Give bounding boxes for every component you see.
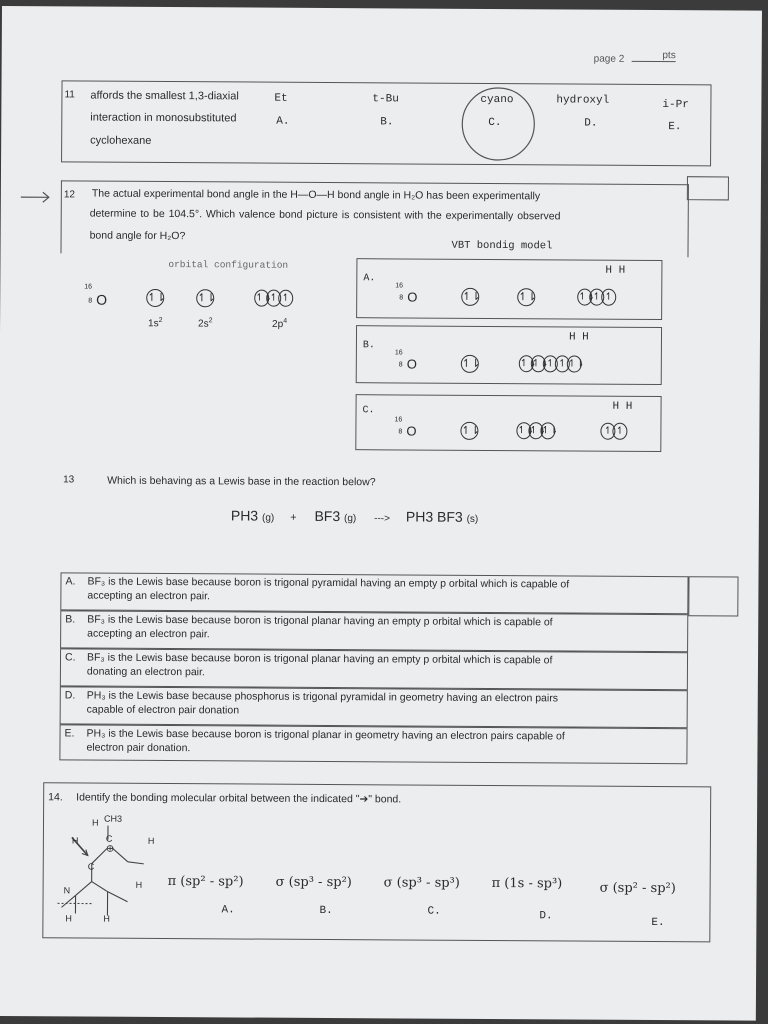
vbt-choice-a[interactable]: A. H H 16 8 O ↿⇂ ↿⇂ ↿⇂ ↿ ↿: [356, 258, 662, 320]
option-e-letter[interactable]: E.: [668, 121, 682, 134]
h-label: H: [65, 913, 72, 924]
reactant-ph3: PH3: [230, 507, 259, 524]
reactant-bf3-state: (g): [343, 513, 357, 525]
orbital-1s: ↿⇂: [461, 288, 479, 306]
oxygen-atom-symbol: 16 8 O: [394, 416, 417, 439]
q14-prompt: Identify the bonding molecular orbital between the indicated "➔" bond.: [76, 791, 402, 806]
mo-option-c[interactable]: σ (sp³ - sp³): [383, 875, 460, 891]
mass-number: 16: [84, 283, 93, 291]
c-label: C: [87, 861, 95, 872]
orbital-2p-x: ↿⇂: [254, 290, 269, 307]
h-label: H: [135, 879, 143, 890]
orbital-hybrid: ↿⇂: [517, 288, 535, 306]
reactant-bf3: BF3: [314, 507, 341, 525]
molecule-structure: [51, 807, 172, 924]
mo-option-d-letter: D.: [539, 910, 553, 923]
orbital-p-group: ↿⇂ ↿ ↿: [577, 289, 613, 306]
option-a-name: Et: [274, 92, 288, 105]
orbital-hybrid-group: ↿⇂ ↿⇂ ↿ ↿ ↿⇂: [519, 355, 579, 372]
ch3-label: CH3: [104, 813, 123, 824]
vbt-choice-c[interactable]: C. H H 16 8 O ↿⇂ ↿⇂ ↿⇂ ↿⇂ ↿ ↿: [355, 394, 661, 452]
mo-option-c-letter: C.: [427, 905, 441, 918]
pts-label: pts: [632, 50, 676, 62]
question-11-box: [61, 80, 711, 166]
question-number: 11: [64, 89, 75, 101]
answer-option-c[interactable]: C. BF₃ is the Lewis base because boron is trigonal planar having an empty p orbital which is capable of donating an electron pair.: [60, 648, 688, 690]
q11-text-line1: affords the smallest 1,3-diaxial: [90, 89, 239, 103]
answer-box-12[interactable]: [687, 176, 729, 200]
option-c-name: cyano: [480, 93, 514, 107]
orbital-2p-z: ↿: [278, 290, 293, 307]
label-2p: $2p^4$: [272, 317, 288, 331]
q12-text-line1: The actual experimental bond angle in the H—O—H bond angle in H₂O has been experimentally: [91, 187, 541, 203]
q12-text-line3: bond angle for H₂O?: [89, 229, 186, 243]
c-label: C: [105, 833, 113, 844]
n-label: N: [63, 885, 71, 896]
atomic-number: 8: [88, 297, 93, 305]
mo-option-b[interactable]: σ (sp³ - sp²): [275, 874, 352, 891]
option-d-letter[interactable]: D.: [584, 117, 598, 130]
oxygen-atom-symbol: 16 8 O: [395, 282, 418, 305]
orbital-config-heading: orbital configuration: [168, 259, 289, 271]
question-number: 14.: [48, 791, 63, 804]
option-d-name: hydroxyl: [556, 94, 610, 107]
mo-option-a[interactable]: π (sp² - sp²): [167, 874, 244, 890]
hydrogen-labels: H H: [568, 331, 589, 344]
oxygen-atom-symbol: 16 8 O: [394, 349, 417, 372]
orbital-2s: ↿⇂: [196, 289, 214, 307]
vbt-heading: VBT bondig model: [451, 239, 553, 253]
margin-arrow-icon: [19, 190, 53, 204]
h-label: H: [103, 913, 110, 924]
q11-text-line3: cyclohexane: [90, 134, 152, 147]
product-state: (s): [466, 513, 479, 525]
q12-text-line2: determine to be 104.5°. Which valence bond picture is consistent with the experimentally observed: [89, 207, 561, 223]
orbital-1s: ↿⇂: [461, 355, 479, 373]
option-c-letter[interactable]: C.: [488, 116, 502, 130]
reaction-arrow: --->: [374, 513, 391, 525]
orbital-2p-y: ↿: [266, 290, 281, 307]
vbt-choice-b[interactable]: B. H H 16 8 O ↿⇂ ↿⇂ ↿⇂ ↿ ↿ ↿⇂: [356, 325, 662, 385]
answer-box-13[interactable]: [688, 576, 738, 616]
answer-option-d[interactable]: D. PH₃ is the Lewis base because phosphorus is trigonal pyramidal in geometry having an electron pairs capable of electron pair donation: [60, 686, 688, 728]
reaction-equation: PH3 (g) + BF3 (g) ---> PH3 BF3 (s): [230, 507, 479, 525]
option-b-letter[interactable]: B.: [380, 116, 394, 129]
answer-circle-mark: [458, 80, 539, 164]
mo-option-d[interactable]: π (1s - sp³): [491, 876, 563, 892]
question-12-header-box: [60, 180, 688, 257]
h-label: H: [91, 817, 99, 828]
exam-page: [0, 6, 762, 1021]
hydrogen-labels: H H: [605, 264, 626, 277]
h-label: H: [71, 835, 79, 846]
orbital-1s: ↿⇂: [460, 422, 478, 440]
page-label: page 2: [593, 53, 625, 65]
answer-option-b[interactable]: B. BF₃ is the Lewis base because boron is trigonal planar having an empty p orbital which is capable of accepting an electron pair.: [60, 610, 688, 652]
reactant-ph3-state: (g): [261, 512, 275, 524]
mo-option-e-letter: E.: [651, 916, 665, 930]
question-14-box: [42, 782, 711, 942]
hydrogen-labels: H H: [612, 400, 633, 413]
h-label: H: [147, 835, 155, 846]
mo-option-a-letter: A.: [221, 904, 235, 917]
orbital-2p-group: [254, 290, 290, 307]
orbital-1s: ↿⇂: [146, 289, 164, 307]
label-2s: $2s^2$: [198, 317, 213, 330]
q11-text-line2: interaction in monosubstituted: [90, 111, 237, 125]
product: PH3 BF3: [405, 508, 463, 525]
mo-option-b-letter: B.: [319, 904, 333, 918]
option-e-name: i-Pr: [662, 99, 689, 112]
question-number: 13: [63, 474, 75, 486]
answer-option-e[interactable]: E. PH₃ is the Lewis base because boron is trigonal planar in geometry having an electron pairs capable of electron pair donation.: [59, 724, 687, 764]
charge-icon: ⊕: [105, 843, 115, 855]
label-1s: $1s^2$: [148, 316, 163, 330]
option-a-letter[interactable]: A.: [276, 115, 290, 128]
oxygen-atom-symbol: 16 8 O: [84, 283, 108, 308]
question-number: 12: [63, 189, 76, 201]
orbital-p-group: ↿ ↿: [600, 423, 624, 440]
answer-option-a[interactable]: A. BF₃ is the Lewis base because boron is trigonal pyramidal having an empty p orbital which is capable of accepting an electron pair.: [60, 572, 688, 614]
mo-option-e[interactable]: σ (sp² - sp²): [599, 880, 676, 897]
option-b-name: t-Bu: [372, 93, 399, 106]
orbital-hybrid-group: ↿⇂ ↿⇂ ↿⇂: [516, 422, 552, 439]
q13-prompt: Which is behaving as a Lewis base in the reaction below?: [107, 474, 376, 489]
